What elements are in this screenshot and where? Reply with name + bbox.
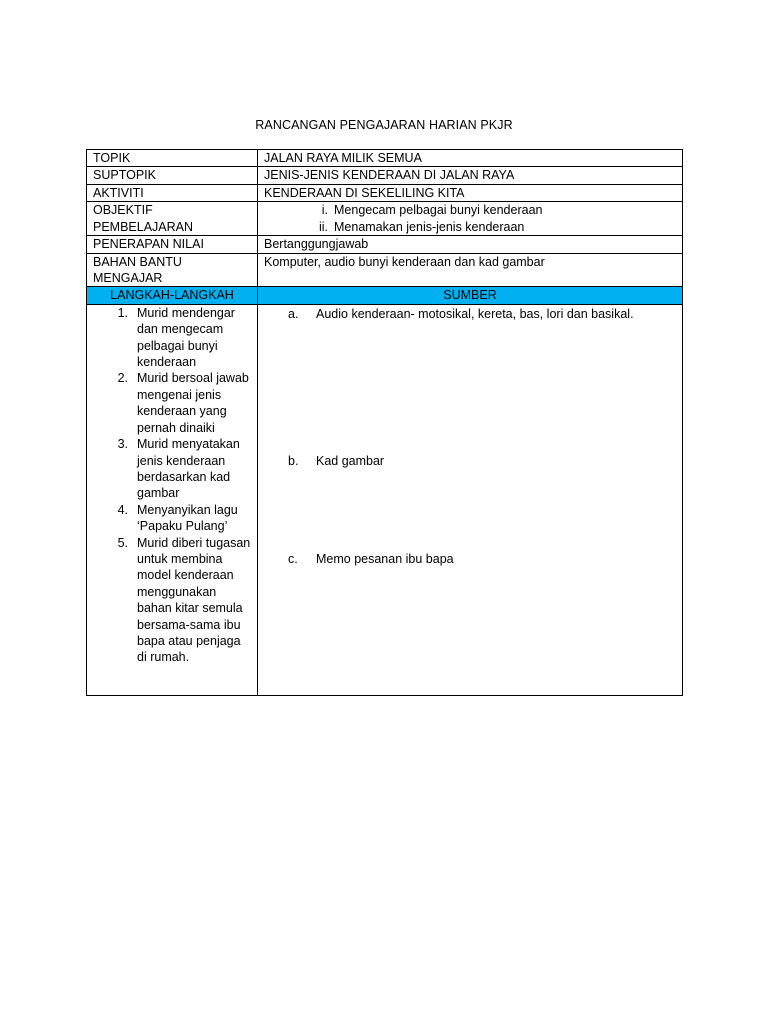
step-item [93,535,251,666]
step-number: 1. [117,305,128,320]
step-text: Murid diberi tugasan untuk membina model kenderaan menggunakan bahan kitar semula bersama-sama ibu bapa atau penjaga di rumah. [137,535,251,665]
row-value [258,202,683,236]
table-header-row [87,287,683,304]
header-langkah: LANGKAH-LANGKAH [87,287,258,304]
step-number: 5. [117,535,128,550]
row-nilai [87,236,683,253]
step-text: Menyanyikan lagu ‘Papaku Pulang’ [137,502,238,534]
step-text: Murid bersoal jawab mengenai jenis kenderaan yang pernah dinaiki [137,371,249,435]
document-title: RANCANGAN PENGAJARAN HARIAN PKJR [255,118,513,132]
table-body-row [87,304,683,695]
lesson-plan-table [86,149,683,696]
steps-list [93,305,251,666]
row-label: TOPIK [87,150,258,167]
source-letter: c. [288,551,298,566]
step-number: 3. [117,437,128,452]
objective-item [264,219,676,235]
objective-text: Mengecam pelbagai bunyi kenderaan [334,203,543,218]
step-text: Murid mendengar dan mengecam pelbagai bunyi kenderaan [137,305,235,370]
objective-number: ii. [318,219,328,234]
source-text: Audio kenderaan- motosikal, kereta, bas, lori dan basikal. [316,306,634,321]
steps-cell [87,304,258,695]
header-sumber: SUMBER [258,287,683,304]
step-item [93,436,251,502]
row-aktiviti [87,184,683,201]
objective-list [264,202,676,235]
row-value: JALAN RAYA MILIK SEMUA [258,150,683,167]
source-text: Kad gambar [316,453,385,468]
row-label: AKTIVITI [87,184,258,201]
step-item [93,305,251,371]
source-letter: b. [288,453,299,468]
row-value: Komputer, audio bunyi kenderaan dan kad gambar [258,253,683,287]
row-label: OBJEKTIF PEMBELAJARAN [87,202,258,236]
source-item [288,306,634,322]
row-suptopik [87,167,683,184]
step-item [93,370,251,436]
row-value: JENIS-JENIS KENDERAAN DI JALAN RAYA [258,167,683,184]
row-value: Bertanggungjawab [258,236,683,253]
objective-text: Menamakan jenis-jenis kenderaan [334,219,525,234]
row-bahan [87,253,683,287]
row-topik [87,150,683,167]
sources-cell [258,304,683,695]
source-item [288,551,454,567]
sources-list [264,305,676,695]
objective-number: i. [321,203,328,218]
source-text: Memo pesanan ibu bapa [316,551,454,566]
row-objektif [87,202,683,236]
step-text: Murid menyatakan jenis kenderaan berdasarkan kad gambar [137,437,240,501]
row-label: SUPTOPIK [87,167,258,184]
objective-item [264,202,676,218]
step-number: 4. [117,502,128,517]
source-letter: a. [288,306,299,321]
step-item [93,502,251,535]
step-number: 2. [117,371,128,386]
row-label: PENERAPAN NILAI [87,236,258,253]
row-label: BAHAN BANTU MENGAJAR [87,253,258,287]
row-value: KENDERAAN DI SEKELILING KITA [258,184,683,201]
source-item [288,453,384,469]
